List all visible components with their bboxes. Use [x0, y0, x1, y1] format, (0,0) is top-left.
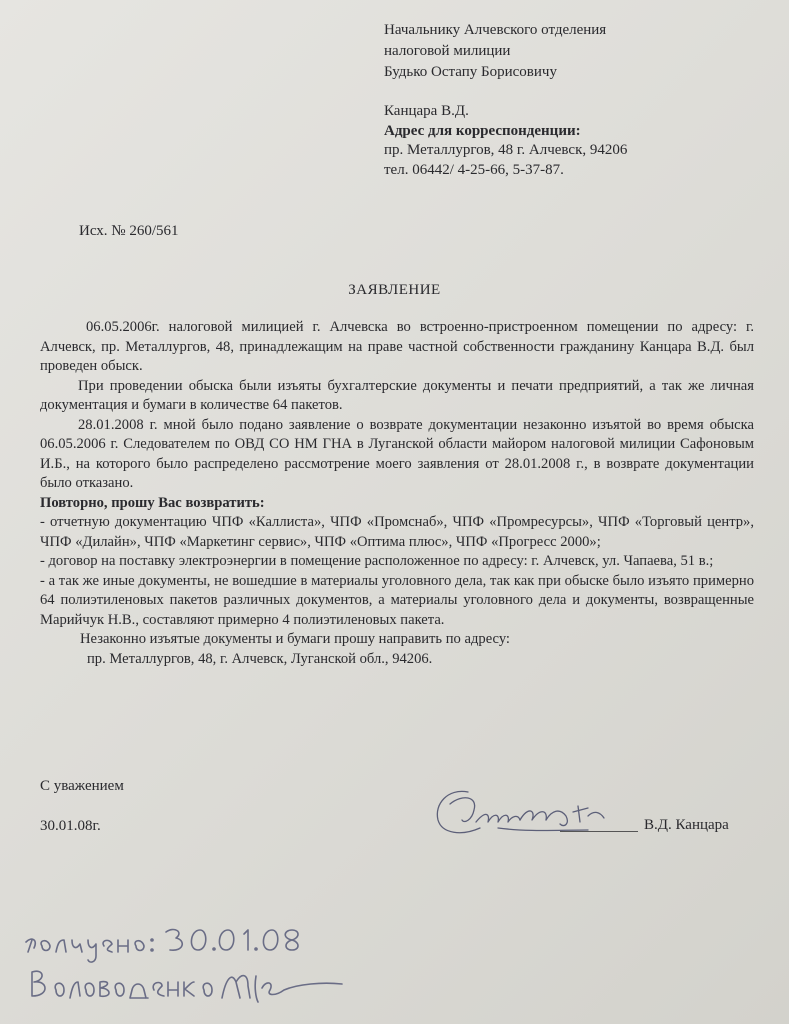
addressee-line: Начальнику Алчевского отделения [384, 22, 607, 38]
sender-phone: тел. 06442/ 4-25-66, 5-37-87. [384, 161, 564, 178]
document-title: ЗАЯВЛЕНИЕ [348, 282, 441, 298]
document-body [40, 318, 754, 669]
closing-address: пр. Металлургов, 48, г. Алчевск, Луганской обл., 94206. [87, 650, 433, 667]
date: 30.01.08г. [40, 818, 101, 834]
paragraph: 28.01.2008 г. мной было подано заявление о возврате документации незаконно изъятой во время обыска 06.05.2006 г. Следователем по ОВД СО НМ ГНА в Луганской области майором налоговой милиции Сафоновым И.Б., на которого было распределено рассмотрение моего заявления от 28.01.2008 г., в возврате документации было отказано. [40, 416, 754, 491]
signature [428, 770, 628, 850]
addressee-line: Будько Остапу Борисовичу [384, 64, 557, 80]
signer-name: В.Д. Канцара [644, 817, 729, 833]
sender-name: Канцара В.Д. [384, 103, 469, 119]
addressee-line: налоговой милиции [384, 43, 511, 59]
farewell: С уважением [40, 778, 124, 794]
sender-block [384, 102, 627, 180]
correspondence-heading: Адрес для корреспонденции: [384, 122, 581, 139]
handwritten-receipt-note [22, 918, 422, 1008]
signature-line [560, 831, 638, 832]
sender-address: пр. Металлургов, 48 г. Алчевск, 94206 [384, 142, 628, 158]
request-item: - договор на поставку электроэнергии в помещение расположенное по адресу: г. Алчевск, ул. Чапаева, 51 в.; [40, 553, 714, 569]
request-heading: Повторно, прошу Вас возвратить: [40, 494, 265, 511]
request-item: - а так же иные документы, не вошедшие в материалы уголовного дела, так как при обыске было изъято примерно 64 полиэтиленовых пакетов различных документов, а материалы уголовного дела и документы, возвращенные Марийчук Н.В., составляют примерно 4 полиэтиленовых пакета. [40, 572, 754, 628]
paragraph: 06.05.2006г. налоговой милицией г. Алчевска во встроенно-пристроенном помещении по адресу: г. Алчевск, пр. Металлургов, 48, принадлежащим на праве частной собственности гражданину Канцара В.Д. был проведен обыск. [40, 319, 754, 374]
closing-paragraph: Незаконно изъятые документы и бумаги прошу направить по адресу: [80, 631, 510, 647]
outgoing-number: Исх. № 260/561 [79, 223, 179, 239]
addressee-block [384, 20, 606, 83]
paragraph: При проведении обыска были изъяты бухгалтерские документы и печати предприятий, а так же личная документация и бумаги в количестве 64 пакетов. [40, 377, 754, 413]
request-item: - отчетную документацию ЧПФ «Каллиста», ЧПФ «Промснаб», ЧПФ «Промресурсы», ЧПФ «Торговый центр», ЧПФ «Дилайн», ЧПФ «Маркетинг сервис», ЧПФ «Оптима плюс», ЧПФ «Прогресс 2000»; [40, 514, 754, 550]
